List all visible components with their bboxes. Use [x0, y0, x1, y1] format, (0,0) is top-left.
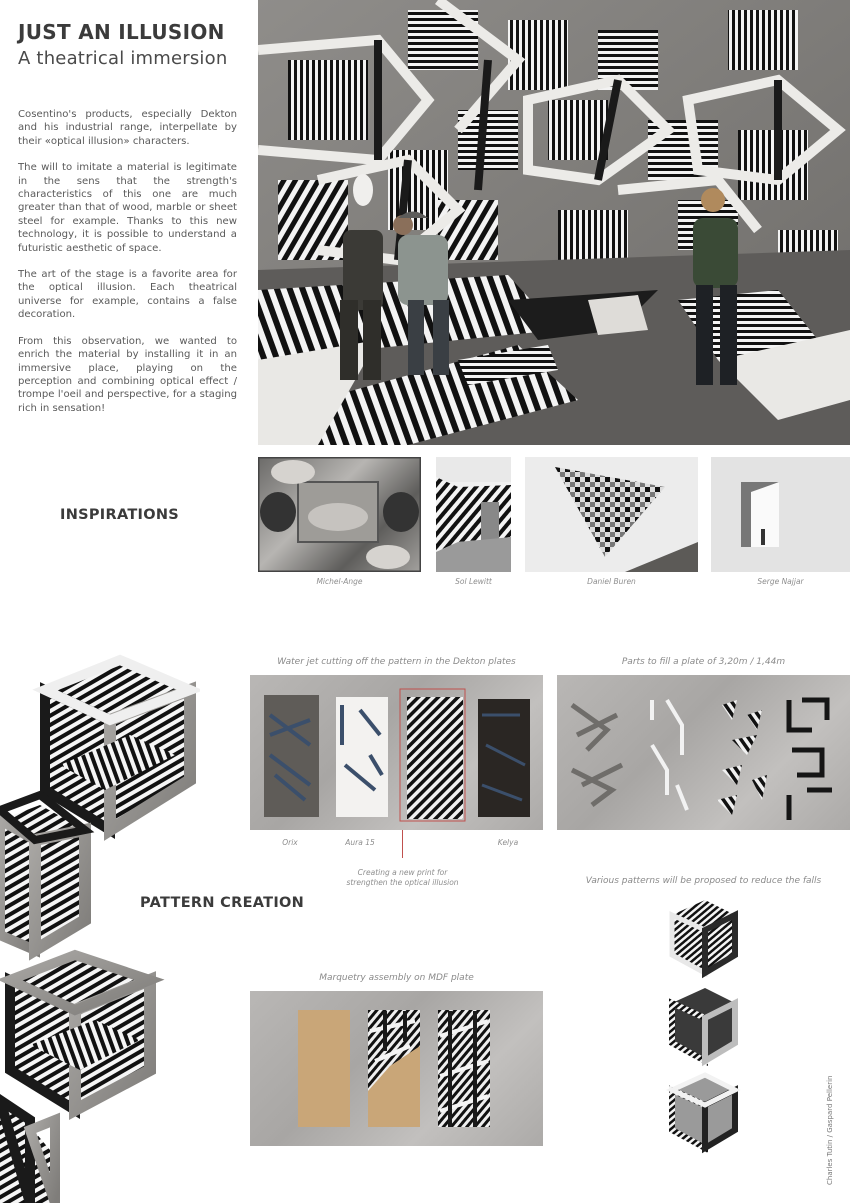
inspiration-image-daniel-buren	[525, 457, 698, 572]
cube-3	[10, 955, 150, 1110]
pattern-variant-cubes	[660, 895, 750, 1155]
cut-parts-image	[557, 675, 850, 830]
mdf-plate-blank	[298, 1010, 350, 1127]
decorative-cubes	[0, 650, 200, 1203]
inspiration-image-sol-lewitt	[436, 457, 511, 572]
wall-installation-image	[525, 457, 698, 572]
variant-cube-3	[672, 1075, 735, 1148]
cube-1	[45, 660, 190, 830]
parts-caption: Parts to fill a plate of 3,20m / 1,44m	[621, 657, 786, 667]
inspiration-image-serge-najjar	[711, 457, 850, 572]
inspiration-image-michel-ange	[258, 457, 421, 572]
callout-text	[340, 868, 465, 888]
intro-paragraph-2: The will to imitate a material is legitimate in the sens that the strength's characteristics of this one are much greater than that of wood, marble or sheet steel for example. Thanks to this new technology, it is possible to understand a futuristic aesthetic of space.	[18, 162, 237, 254]
mdf-plates-image	[250, 991, 543, 1146]
parts-white	[652, 700, 687, 810]
intro-paragraph-3: The art of the stage is a favorite area for the optical illusion. Each theatrical universe for example, contains a false decoration.	[18, 269, 237, 321]
hero-stage-render	[258, 0, 850, 445]
intro-paragraph-1: Cosentino's products, especially Dekton and his industrial range, interpellate by their «optical illusion» characters.	[18, 109, 237, 147]
parts-panel	[557, 675, 850, 830]
variant-cube-1	[672, 900, 735, 973]
variant-cube-2	[672, 988, 735, 1061]
water-jet-plates-panel	[250, 675, 543, 830]
marquetry-panel	[250, 991, 543, 1146]
mdf-plate-partial	[368, 1010, 420, 1127]
ceiling-fresco-image	[258, 457, 421, 572]
parts-black	[789, 700, 832, 820]
dekton-plates-image	[250, 675, 543, 830]
cube-4	[0, 1100, 55, 1203]
plate-label-kelya: Kelya	[497, 838, 519, 847]
cube-2	[0, 795, 85, 950]
optical-illusion-stage-image	[258, 0, 850, 445]
credits: Charles Tutin / Gaspard Pellerin	[826, 1075, 834, 1185]
page-title: JUST AN ILLUSION	[18, 20, 225, 44]
parts-grey	[572, 705, 622, 805]
inspiration-caption-daniel-buren: Daniel Buren	[587, 577, 636, 586]
callout-line	[402, 830, 403, 858]
plate-label-orix: Orix	[282, 838, 298, 847]
callout-line-2: strengthen the optical illusion	[346, 878, 459, 887]
marquetry-caption: Marquetry assembly on MDF plate	[319, 973, 474, 983]
various-patterns-caption: Various patterns will be proposed to reduce the falls	[585, 876, 822, 886]
water-jet-caption: Water jet cutting off the pattern in the Dekton plates	[277, 657, 516, 667]
mdf-plate-complete	[438, 1010, 490, 1127]
parts-zebra	[717, 700, 767, 815]
inspiration-caption-michel-ange: Michel-Ange	[316, 577, 363, 586]
pattern-creation-heading: PATTERN CREATION	[140, 895, 305, 911]
inspirations-heading: INSPIRATIONS	[60, 507, 180, 523]
window-architecture-image	[711, 457, 850, 572]
page-subtitle: A theatrical immersion	[18, 48, 228, 69]
inspiration-caption-serge-najjar: Serge Najjar	[757, 577, 804, 586]
plate-label-aura-15: Aura 15	[345, 838, 375, 847]
striped-room-image	[436, 457, 511, 572]
intro-paragraph-4: From this observation, we wanted to enrich the material by installing it in an immersive place, playing on the perception and combining optical effect / trompe l'oeil and perspective, for a staging rich in sensation!	[18, 335, 237, 414]
callout-line-1: Creating a new print for	[357, 868, 448, 877]
inspiration-caption-sol-lewitt: Sol Lewitt	[455, 577, 492, 586]
intro-text	[18, 108, 237, 428]
